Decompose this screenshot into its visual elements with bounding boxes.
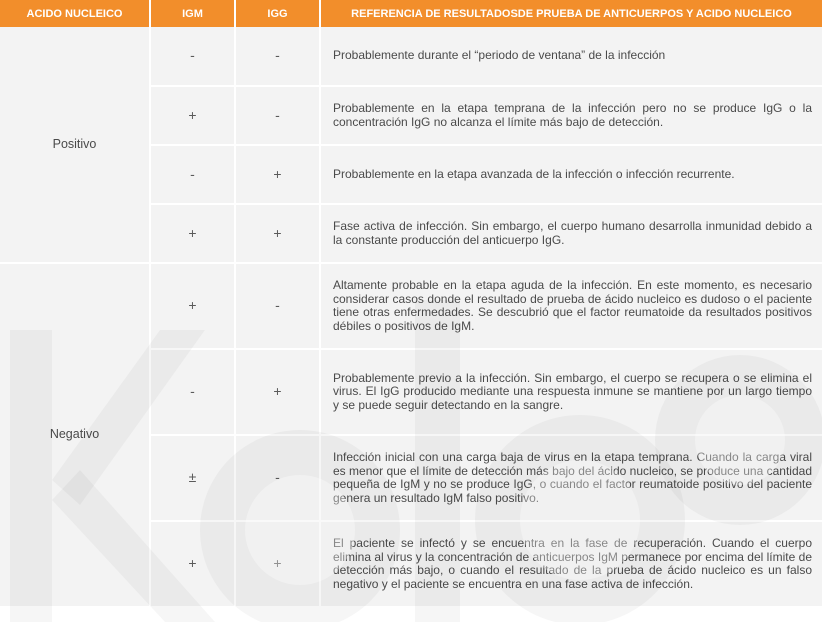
header-igg: IGG [235,0,320,27]
igm-value: - [150,145,235,204]
igm-value: - [150,27,235,86]
header-igm: IGM [150,0,235,27]
igg-value: + [235,521,320,607]
igg-value: + [235,145,320,204]
reference-text: Probablemente en la etapa temprana de la infección pero no se produce IgG o la concentración IgG no alcanza el límite más bajo de detección. [320,86,822,145]
header-reference: REFERENCIA DE RESULTADOSDE PRUEBA DE ANTICUERPOS Y ACIDO NUCLEICO [320,0,822,27]
igg-value: - [235,27,320,86]
header-row [0,0,822,27]
reference-text: Probablemente previo a la infección. Sin embargo, el cuerpo se recupera o se elimina el virus. El IgG producido mediante una respuesta inmune se mantiene por un largo tiempo y se puede seguir detectando en la sangre. [320,349,822,435]
reference-text: Probablemente en la etapa avanzada de la infección o infección recurrente. [320,145,822,204]
igg-value: - [235,435,320,521]
igm-value: + [150,263,235,349]
header-acid: ACIDO NUCLEICO [0,0,150,27]
igm-value: + [150,86,235,145]
igg-value: - [235,86,320,145]
group-label-negativo: Negativo [0,263,150,607]
igg-value: - [235,263,320,349]
reference-text: Fase activa de infección. Sin embargo, el cuerpo humano desarrolla inmunidad debido a la constante producción del anticuerpo IgG. [320,204,822,263]
reference-text: El paciente se infectó y se encuentra en la fase de recuperación. Cuando el cuerpo elimina al virus y la concentración de anticuerpos IgM permanece por encima del límite de detección más bajo, o cuando el resultado de la prueba de ácido nucleico es un falso negativo y el paciente se encuentra en una fase activa de infección. [320,521,822,607]
reference-text: Infección inicial con una carga baja de virus en la etapa temprana. Cuando la carga viral es menor que el límite de detección más bajo del ácido nucleico, se produce una cantidad pequeña de IgM y no se produce IgG, o cuando el factor reumatoide positivo del paciente genera un resultado IgM falso positivo. [320,435,822,521]
igm-value: ± [150,435,235,521]
igg-value: + [235,204,320,263]
igm-value: + [150,521,235,607]
igg-value: + [235,349,320,435]
table-row [0,27,822,86]
reference-text: Probablemente durante el “periodo de ventana” de la infección [320,27,822,86]
igm-value: - [150,349,235,435]
reference-text: Altamente probable en la etapa aguda de la infección. En este momento, es necesario considerar casos donde el resultado de prueba de ácido nucleico es dudoso o el paciente tiene otras enfermedades. Se descubrió que el factor reumatoide da resultados positivos débiles o positivos de IgM. [320,263,822,349]
igm-value: + [150,204,235,263]
group-label-positivo: Positivo [0,27,150,263]
table-row [0,263,822,349]
